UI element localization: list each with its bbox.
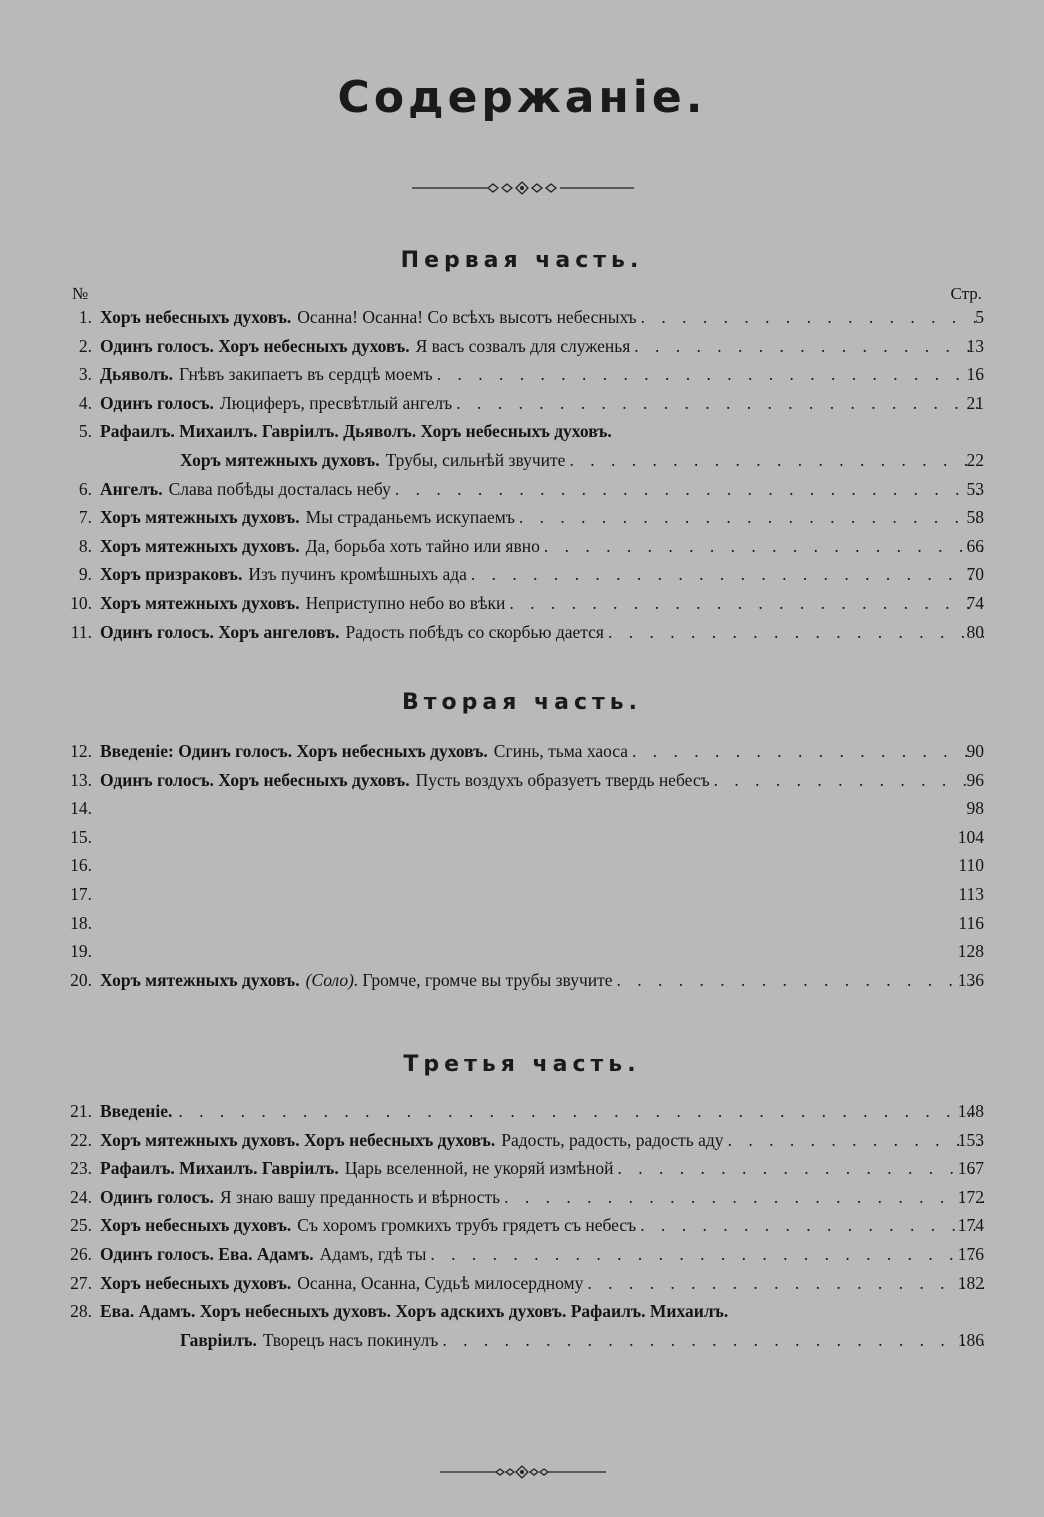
- entry-speakers: Рафаилъ. Михаилъ. Гавріилъ. Дьяволъ. Хоръ небесныхъ духовъ.: [100, 421, 612, 442]
- entry-text: Неприступно небо во вѣки: [305, 593, 506, 613]
- toc-entry: [0, 1183, 1044, 1211]
- entry-number: 5.: [78, 421, 92, 442]
- entry-body: [100, 303, 984, 331]
- toc-entry: [0, 360, 1044, 388]
- toc-entry: [0, 1240, 1044, 1268]
- entry-text: Да, борьба хоть тайно или явно: [305, 535, 540, 556]
- entry-text: Царь вселенной, не укоряй измѣной: [344, 1158, 614, 1179]
- entry-speakers: Хоръ небесныхъ духовъ.: [100, 1272, 292, 1293]
- dot-leader: [587, 1269, 984, 1297]
- entry-body: [100, 1211, 984, 1239]
- column-header-number: №: [72, 284, 89, 303]
- part-title: Третья часть.: [403, 1052, 641, 1077]
- entry-page: 176: [957, 1244, 984, 1264]
- entry-number: 26.: [70, 1244, 92, 1264]
- entry-body: [100, 1154, 984, 1182]
- entry-page: 128: [957, 941, 984, 962]
- entry-page: 90: [966, 741, 984, 761]
- entry-body: [180, 446, 984, 474]
- entry-page: 172: [957, 1186, 984, 1207]
- toc-entry: [0, 823, 1044, 851]
- entry-page: 58: [966, 507, 984, 528]
- page-title: Содержаніе.: [337, 72, 707, 123]
- toc-entry: [0, 303, 1044, 331]
- entry-body: [100, 1126, 984, 1154]
- entry-number: 10.: [70, 593, 92, 613]
- dot-leader: [617, 966, 984, 994]
- toc-entry: [0, 618, 1044, 646]
- entry-text: Громче, громче вы трубы звучите: [362, 969, 613, 990]
- entry-speakers: Дьяволъ.: [100, 364, 174, 385]
- entry-text: Слава побѣды досталась небу: [168, 478, 391, 499]
- entry-body: [100, 737, 984, 765]
- dot-leader: [442, 1326, 984, 1354]
- entry-text: Мы страданьемъ искупаемъ: [305, 507, 515, 528]
- toc-entry: [0, 560, 1044, 588]
- toc-entry: [0, 794, 1044, 822]
- entry-body: [180, 1326, 984, 1354]
- dot-leader: [395, 475, 984, 503]
- entry-page: 16: [966, 364, 984, 385]
- entry-text: Я знаю вашу преданность и вѣрность: [219, 1186, 501, 1207]
- entry-body: [100, 966, 984, 994]
- toc-entry: [0, 851, 1044, 879]
- entry-page: 104: [957, 826, 984, 847]
- entry-number: 22.: [70, 1129, 92, 1150]
- dot-leader: [519, 503, 984, 531]
- entry-page: 174: [957, 1215, 984, 1236]
- entry-number: 20.: [70, 969, 92, 990]
- entry-body: [100, 389, 984, 417]
- entry-text: Трубы, сильнѣй звучите: [385, 450, 566, 470]
- entry-number: 24.: [70, 1186, 92, 1207]
- dot-leader: [509, 589, 984, 617]
- entry-text: Изъ пучинъ кромѣшныхъ ада: [248, 564, 467, 585]
- entry-page: 186: [957, 1329, 984, 1350]
- entry-speakers: Рафаилъ. Михаилъ. Гавріилъ.: [100, 1158, 339, 1179]
- entry-speakers: Одинъ голосъ. Ева. Адамъ.: [100, 1244, 314, 1264]
- entry-speakers: Введеніе: Одинъ голосъ. Хоръ небесныхъ духовъ.: [100, 741, 488, 761]
- entry-number: 8.: [78, 535, 92, 556]
- entry-number: 17.: [70, 884, 92, 904]
- entry-text: Осанна! Осанна! Со всѣхъ высотъ небесныхъ: [297, 307, 637, 327]
- entry-speakers: Хоръ небесныхъ духовъ.: [100, 1215, 292, 1236]
- entry-speakers: Одинъ голосъ.: [100, 392, 214, 413]
- entry-body: [100, 560, 984, 588]
- entry-page: 98: [966, 798, 984, 819]
- entry-number: 2.: [78, 335, 92, 356]
- entry-number: 11.: [70, 621, 92, 642]
- toc-entry: [0, 389, 1044, 417]
- entry-page: 5: [975, 307, 984, 327]
- toc-entry-continuation: [0, 446, 1044, 474]
- entry-speakers: Хоръ призраковъ.: [100, 564, 243, 585]
- dot-leader: [544, 532, 984, 560]
- entry-number: 13.: [70, 769, 92, 790]
- entry-page: 22: [966, 450, 984, 470]
- entry-page: 116: [958, 912, 984, 933]
- entry-page: 70: [966, 564, 984, 585]
- bottom-ornament: [0, 1465, 1044, 1479]
- entry-number: 4.: [78, 392, 92, 413]
- entry-number: 28.: [70, 1301, 92, 1322]
- entry-text: Я васъ созвалъ для служенья: [415, 335, 631, 356]
- entry-page: 74: [966, 593, 984, 613]
- entry-page: 53: [966, 478, 984, 499]
- entry-number: 16.: [70, 855, 92, 876]
- entry-text: Съ хоромъ громкихъ трубъ грядетъ съ небесъ: [297, 1215, 637, 1236]
- entry-number: 12.: [70, 741, 92, 761]
- entry-body: [100, 1269, 984, 1297]
- toc-entry: [0, 937, 1044, 965]
- toc-entry: [0, 532, 1044, 560]
- entry-body: [100, 589, 984, 617]
- entry-speakers: Хоръ мятежныхъ духовъ.: [100, 507, 300, 528]
- entry-body: [100, 332, 984, 360]
- entry-page: 110: [958, 855, 984, 876]
- toc-entry: [0, 332, 1044, 360]
- toc-entry: [0, 966, 1044, 994]
- entry-text: Люциферъ, пресвѣтлый ангелъ: [219, 392, 453, 413]
- toc-entry: [0, 589, 1044, 617]
- entry-speakers: Хоръ небесныхъ духовъ.: [100, 307, 292, 327]
- entry-text: Радость побѣдъ со скорбью дается: [345, 621, 604, 642]
- entry-page: 136: [957, 969, 984, 990]
- entry-text: Осанна, Осанна, Судьѣ милосердному: [297, 1272, 584, 1293]
- part-title: Вторая часть.: [401, 690, 643, 715]
- entry-speakers: Введеніе.: [100, 1101, 173, 1121]
- entry-number: 3.: [78, 364, 92, 385]
- entry-page: 182: [957, 1272, 984, 1293]
- entry-text: Пусть воздухъ образуетъ твердь небесъ: [415, 769, 710, 790]
- entry-page: 153: [957, 1129, 984, 1150]
- entry-page: 167: [957, 1158, 984, 1179]
- toc-entry: [0, 1269, 1044, 1297]
- toc-entry: [0, 503, 1044, 531]
- entry-speakers: Одинъ голосъ.: [100, 1186, 214, 1207]
- toc-entry: [0, 1211, 1044, 1239]
- dot-leader: [641, 303, 984, 331]
- entry-speakers: Одинъ голосъ. Хоръ небесныхъ духовъ.: [100, 335, 410, 356]
- entry-body: [100, 618, 984, 646]
- entry-body: [100, 1297, 984, 1325]
- entry-number: 9.: [78, 564, 92, 585]
- entry-text: Адамъ, гдѣ ты: [319, 1244, 427, 1264]
- entry-speakers: Хоръ мятежныхъ духовъ.: [180, 450, 380, 470]
- entry-body: [100, 503, 984, 531]
- entry-text: Радость, радость, радость аду: [501, 1129, 724, 1150]
- entry-page: 113: [958, 884, 984, 904]
- toc-entry: [0, 880, 1044, 908]
- dot-leader: [632, 737, 984, 765]
- entry-speakers: Одинъ голосъ. Хоръ небесныхъ духовъ.: [100, 769, 410, 790]
- dot-leader: [471, 560, 984, 588]
- entry-speakers: Хоръ мятежныхъ духовъ.: [100, 969, 300, 990]
- entry-number: 19.: [70, 941, 92, 962]
- dot-leader: [569, 446, 984, 474]
- entry-body: [100, 360, 984, 388]
- dot-leader: [640, 1211, 984, 1239]
- dot-leader: [430, 1240, 984, 1268]
- entry-body: [100, 417, 984, 445]
- entry-page: 148: [957, 1101, 984, 1121]
- toc-entry: [0, 766, 1044, 794]
- toc-entry-continuation: [0, 1326, 1044, 1354]
- entry-speakers: Хоръ мятежныхъ духовъ. Хоръ небесныхъ духовъ.: [100, 1129, 496, 1150]
- toc-entry: [0, 737, 1044, 765]
- entry-body: [100, 1240, 984, 1268]
- entry-page: 80: [966, 621, 984, 642]
- toc-entry: [0, 1154, 1044, 1182]
- entry-number: 14.: [70, 798, 92, 819]
- toc-entry: [0, 417, 1044, 445]
- part-title: Первая часть.: [400, 248, 644, 273]
- entry-speakers: Хоръ мятежныхъ духовъ.: [100, 535, 300, 556]
- entry-text: Гнѣвъ закипаетъ въ сердцѣ моемъ: [179, 364, 433, 385]
- dot-leader: [504, 1183, 984, 1211]
- entry-speakers: Хоръ мятежныхъ духовъ.: [100, 593, 300, 613]
- entry-text: Творецъ насъ покинулъ: [262, 1329, 439, 1350]
- entry-number: 7.: [78, 507, 92, 528]
- entry-body: [100, 1183, 984, 1211]
- dot-leader: [634, 332, 984, 360]
- entry-number: 1.: [78, 307, 92, 327]
- entry-page: 96: [966, 769, 984, 790]
- entry-page: 13: [966, 335, 984, 356]
- entry-number: 21.: [70, 1101, 92, 1121]
- entry-speakers: Гавріилъ.: [180, 1329, 257, 1350]
- dot-leader: [456, 389, 984, 417]
- toc-entry: [0, 1126, 1044, 1154]
- entry-speakers: Ева. Адамъ. Хоръ небесныхъ духовъ. Хоръ адскихъ духовъ. Рафаилъ. Михаилъ.: [100, 1301, 729, 1322]
- toc-entry: [0, 1297, 1044, 1325]
- entry-paren: (Соло).: [305, 969, 359, 990]
- dot-leader: [608, 618, 984, 646]
- entry-page: 21: [966, 392, 984, 413]
- top-ornament: [0, 181, 1044, 195]
- entry-number: 23.: [70, 1158, 92, 1179]
- entry-text: Сгинь, тьма хаоса: [493, 741, 629, 761]
- dot-leader: [618, 1154, 984, 1182]
- toc-entry: [0, 475, 1044, 503]
- entry-number: 27.: [70, 1272, 92, 1293]
- toc-entry: [0, 1097, 1044, 1125]
- entry-body: [100, 1097, 984, 1125]
- entry-number: 25.: [70, 1215, 92, 1236]
- entry-page: 66: [966, 535, 984, 556]
- entry-body: [100, 766, 984, 794]
- dot-leader: [437, 360, 984, 388]
- entry-number: 15.: [70, 826, 92, 847]
- entry-body: [100, 475, 984, 503]
- entry-number: 6.: [78, 478, 92, 499]
- entry-speakers: Одинъ голосъ. Хоръ ангеловъ.: [100, 621, 340, 642]
- entry-number: 18.: [70, 912, 92, 933]
- column-header-page: Стр.: [950, 284, 982, 303]
- entry-body: [100, 532, 984, 560]
- dot-leader: [178, 1097, 984, 1125]
- toc-entry: [0, 909, 1044, 937]
- entry-speakers: Ангелъ.: [100, 478, 163, 499]
